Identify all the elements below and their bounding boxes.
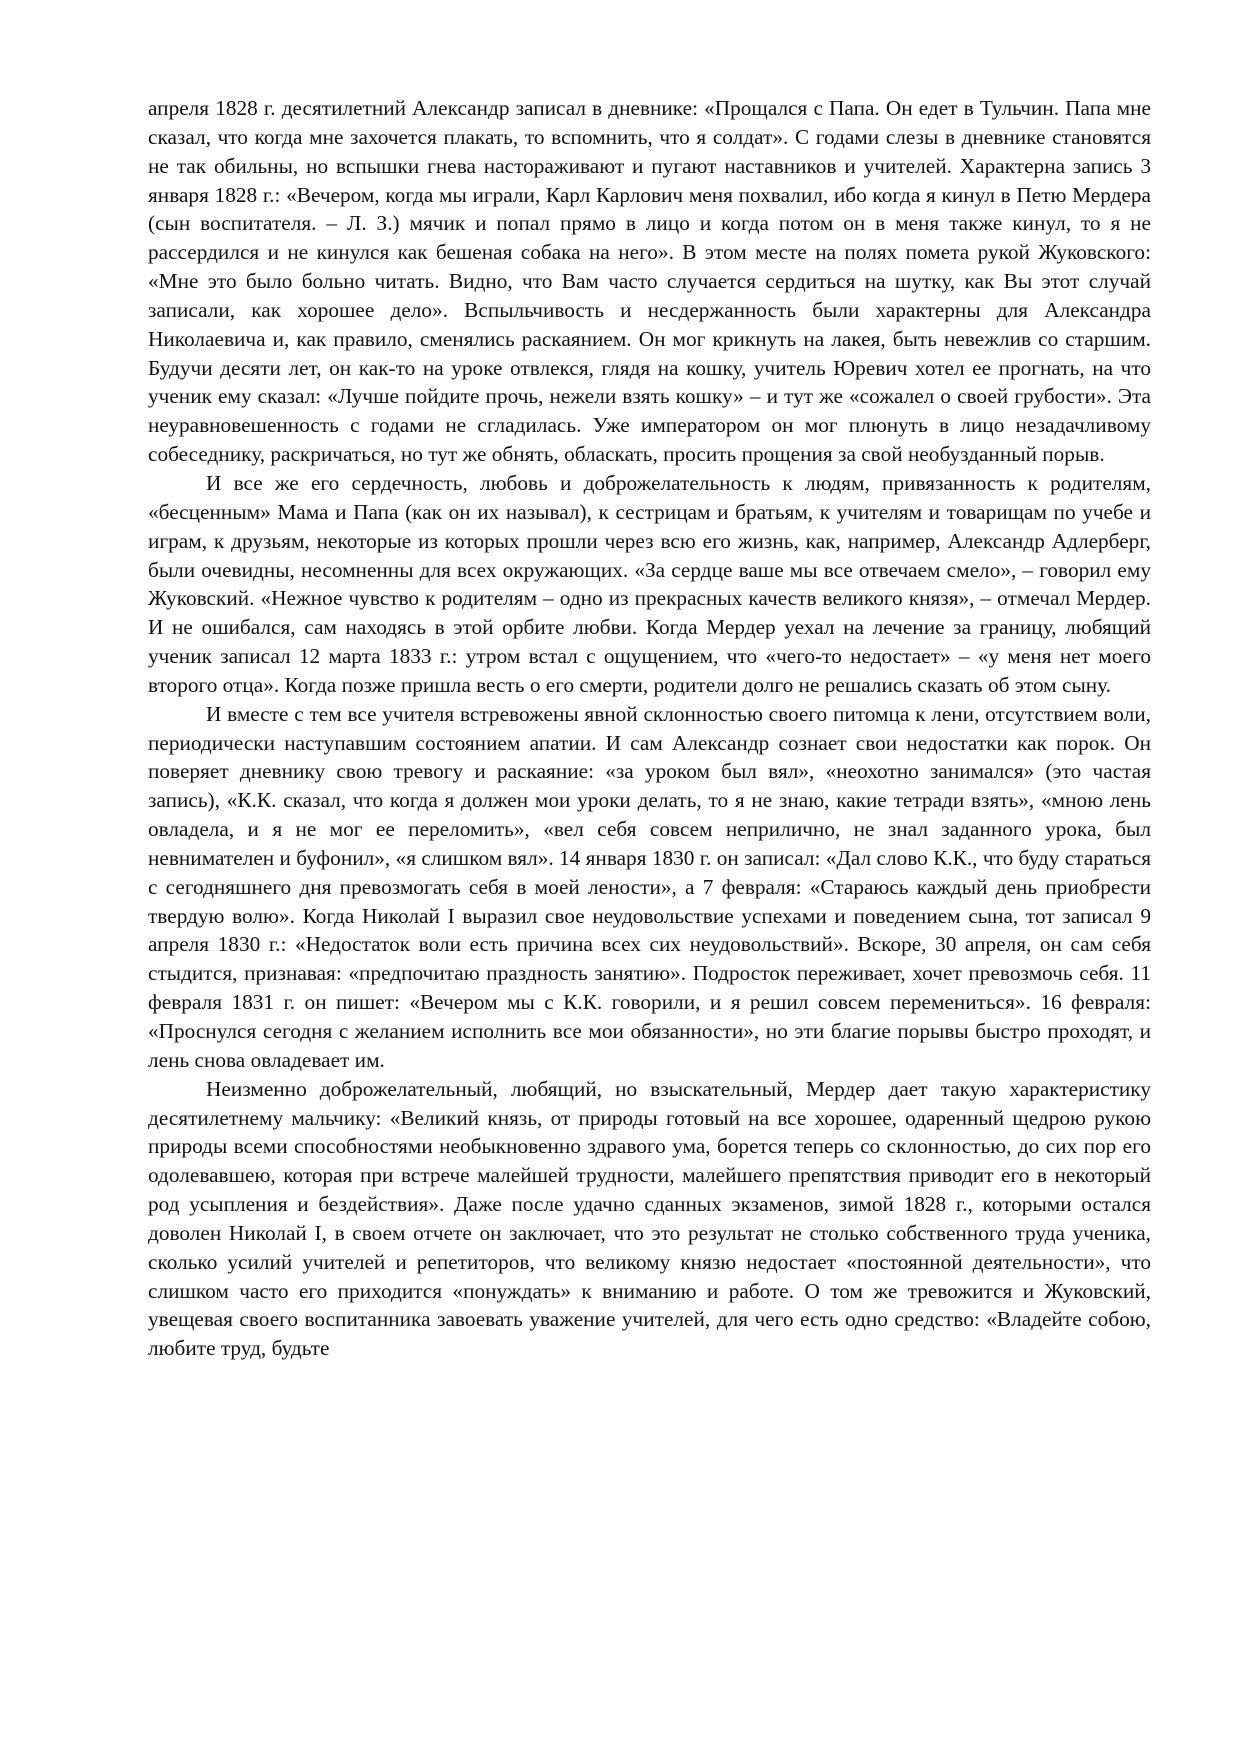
paragraph-3: И вместе с тем все учителя встревожены явной склонностью своего питомца к лени, отсутствием воли, периодически наступавшим состоянием апатии. И сам Александр сознает свои недостатки как порок. Он поверяет дневнику свою тревогу и раскаяние: «за уроком был вял», «неохотно занимался» (это частая запись), «К.К. сказал, что когда я должен мои уроки делать, то я не знаю, какие тетради взять», «мною лень овладела, и я не мог ее переломить», «вел себя совсем неприлично, не знал заданного урока, был невнимателен и буфонил», «я слишком вял». 14 января 1830 г. он записал: «Дал слово К.К., что буду стараться с сегодняшнего дня превозмогать себя в моей лености», а 7 февраля: «Стараюсь каждый день приобрести твердую волю». Когда Николай I выразил свое неудовольствие успехами и поведением сына, тот записал 9 апреля 1830 г.: «Недостаток воли есть причина всех сих неудовольствий». Вскоре, 30 апреля, он сам себя стыдится, признавая: «предпочитаю праздность занятию». Подросток переживает, хочет превозмочь себя. 11 февраля 1831 г. он пишет: «Вечером мы с К.К. говорили, и я решил совсем перемениться». 16 февраля: «Проснулся сегодня с желанием исполнить все мои обязанности», но эти благие порывы быстро проходят, и лень снова овладевает им. (148, 701, 1151, 1072)
paragraph-4: Неизменно доброжелательный, любящий, но взыскательный, Мердер дает такую характеристику десятилетнему мальчику: «Великий князь, от природы готовый на все хорошее, одаренный щедрою рукою природы всеми способностями необыкновенно здравого ума, борется теперь со склонностью, до сих пор его одолевавшею, которая при встрече малейшей трудности, малейшего препятствия приводит его в некоторый род усыпления и бездействия». Даже после удачно сданных экзаменов, зимой 1828 г., которыми остался доволен Николай I, в своем отчете он заключает, что это результат не столько собственного труда ученика, сколько усилий учителей и репетиторов, что великому князю недостает «постоянной деятельности», что слишком часто его приходится «понуждать» к вниманию и работе. О том же тревожится и Жуковский, увещевая своего воспитанника завоевать уважение учителей, для чего есть одно средство: «Владейте собою, любите труд, будьте (148, 1076, 1151, 1361)
document-page (148, 94, 1151, 1363)
paragraph-1: апреля 1828 г. десятилетний Александр записал в дневнике: «Прощался с Папа. Он едет в Тульчин. Папа мне сказал, что когда мне захочется плакать, то вспомнить, что я солдат». С годами слезы в дневнике становятся не так обильны, но вспышки гнева настораживают и пугают наставников и учителей. Характерна запись 3 января 1828 г.: «Вечером, когда мы играли, Карл Карлович меня похвалил, ибо когда я кинул в Петю Мердера (сын воспитателя. – Л. З.) мячик и попал прямо в лицо и когда потом он в меня также кинул, то я не рассердился и не кинулся как бешеная собака на него». В этом месте на полях помета рукой Жуковского: «Мне это было больно читать. Видно, что Вам часто случается сердиться на шутку, как Вы этот случай записали, как хорошее дело». Вспыльчивость и несдержанность были характерны для Александра Николаевича и, как правило, сменялись раскаянием. Он мог крикнуть на лакея, быть невежлив со старшим. Будучи десяти лет, он как-то на уроке отвлекся, глядя на кошку, учитель Юревич хотел ее прогнать, на что ученик ему сказал: «Лучше пойдите прочь, нежели взять кошку» – и тут же «сожалел о своей грубости». Эта неуравновешенность с годами не сгладилась. Уже императором он мог плюнуть в лицо незадачливому собеседнику, раскричаться, но тут же обнять, обласкать, просить прощения за свой необузданный порыв. (148, 96, 1151, 467)
paragraph-2: И все же его сердечность, любовь и доброжелательность к людям, привязанность к родителям, «бесценным» Мама и Папа (как он их называл), к сестрицам и братьям, к учителям и товарищам по учебе и играм, к друзьям, некоторые из которых прошли через всю его жизнь, как, например, Александр Адлерберг, были очевидны, несомненны для всех окружающих. «За сердце ваше мы все отвечаем смело», – говорил ему Жуковский. «Нежное чувство к родителям – одно из прекрасных качеств великого князя», – отмечал Мердер. И не ошибался, сам находясь в этой орбите любви. Когда Мердер уехал на лечение за границу, любящий ученик записал 12 марта 1833 г.: утром встал с ощущением, что «чего-то недостает» – «у меня нет моего второго отца». Когда позже пришла весть о его смерти, родители долго не решались сказать об этом сыну. (148, 470, 1151, 697)
